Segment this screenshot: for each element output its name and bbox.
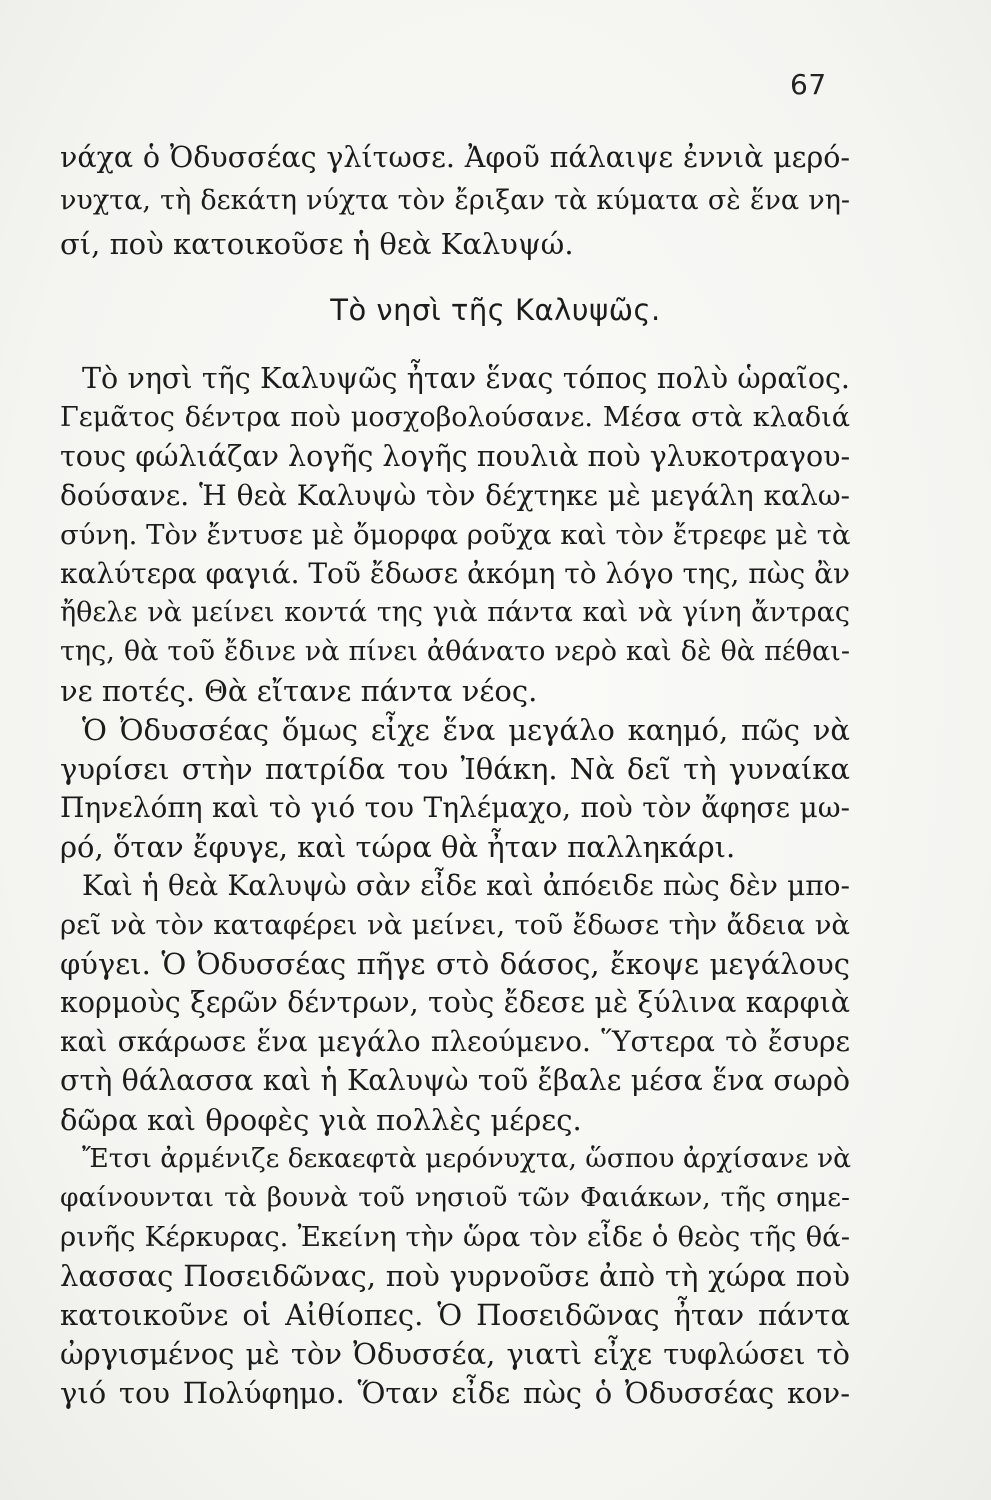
text-line: Ὁ Ὀδυσσέας ὅμως εἶχε ἕνα μεγάλο καημό, πῶς νὰ: [82, 713, 850, 747]
text-line: τους φώλιάζαν λογῆς λογῆς πουλιὰ ποὺ γλυκοτραγου-: [60, 440, 851, 473]
text-line: νυχτα, τὴ δεκάτη νύχτα τὸν ἔριξαν τὰ κύματα σὲ ἕνα νη-: [60, 185, 850, 216]
text-line: γυρίσει στὴν πατρίδα του Ἰθάκη. Νὰ δεῖ τὴ γυναίκα: [60, 752, 850, 786]
text-line: Γεμᾶτος δέντρα ποὺ μοσχοβολούσανε. Μέσα στὰ κλαδιά: [60, 402, 850, 433]
text-line: στὴ θάλασσα καὶ ἡ Καλυψὼ τοῦ ἔβαλε μέσα ἕνα σωρὸ: [60, 1064, 850, 1097]
page-number: 67: [790, 68, 827, 101]
text-line: Ἔτσι ἀρμένιζε δεκαεφτὰ μερόνυχτα, ὥσπου ἀρχίσανε νὰ: [82, 1143, 852, 1174]
text-line: σί, ποὺ κατοικοῦσε ἡ θεὰ Καλυψώ.: [60, 227, 574, 261]
text-line: κατοικοῦνε οἱ Αἰθίοπες. Ὁ Ποσειδῶνας ἦταν πάντα: [60, 1298, 850, 1332]
text-line: νάχα ὁ Ὀδυσσέας γλίτωσε. Ἀφοῦ πάλαιψε ἐννιὰ μερό-: [60, 141, 850, 174]
text-line: φαίνουνται τὰ βουνὰ τοῦ νησιοῦ τῶν Φαιάκων, τῆς σημε-: [60, 1182, 850, 1213]
text-line: ὠργισμένος μὲ τὸν Ὀδυσσέα, γιατὶ εἶχε τυφλώσει τὸ: [60, 1337, 850, 1371]
text-line: κορμοὺς ξερῶν δέντρων, τοὺς ἔδεσε μὲ ξύλινα καρφιὰ: [60, 986, 850, 1019]
text-line: καλύτερα φαγιά. Τοῦ ἔδωσε ἀκόμη τὸ λόγο της, πὼς ἂν: [60, 557, 851, 590]
text-line: ρό, ὅταν ἔφυγε, καὶ τώρα θὰ ἦταν παλληκάρι.: [60, 830, 736, 864]
text-line: σύνη. Τὸν ἔντυσε μὲ ὄμορφα ροῦχα καὶ τὸν ἔτρεφε μὲ τὰ: [60, 519, 851, 551]
text-line: της, θὰ τοῦ ἔδινε νὰ πίνει ἀθάνατο νερὸ καὶ δὲ θὰ πέθαι-: [60, 636, 850, 667]
text-line: γιό του Πολύφημο. Ὅταν εἶδε πὼς ὁ Ὀδυσσέας κον-: [60, 1376, 850, 1410]
text-line: ρινῆς Κέρκυρας. Ἐκείνη τὴν ὥρα τὸν εἶδε ὁ θεὸς τῆς θά-: [60, 1221, 850, 1253]
text-line: Πηνελόπη καὶ τὸ γιό του Τηλέμαχο, ποὺ τὸν ἄφησε μω-: [60, 791, 850, 824]
text-line: ἤθελε νὰ μείνει κοντά της γιὰ πάντα καὶ νὰ γίνη ἄντρας: [60, 597, 850, 628]
text-line: Τὸ νησὶ τῆς Καλυψῶς ἦταν ἕνας τόπος πολὺ ὡραῖος.: [82, 362, 850, 395]
text-line: δούσανε. Ἡ θεὰ Καλυψὼ τὸν δέχτηκε μὲ μεγάλη καλω-: [60, 479, 850, 512]
text-line: λασσας Ποσειδῶνας, ποὺ γυρνοῦσε ἀπὸ τὴ χώρα ποὺ: [60, 1259, 850, 1293]
text-line: νε ποτές. Θὰ εἴτανε πάντα νέος.: [60, 674, 538, 708]
text-line: καὶ σκάρωσε ἕνα μεγάλο πλεούμενο. Ὕστερα τὸ ἔσυρε: [60, 1025, 850, 1058]
text-line: Καὶ ἡ θεὰ Καλυψὼ σὰν εἶδε καὶ ἀπόειδε πὼς δὲν μπο-: [82, 869, 850, 902]
section-title: Τὸ νησὶ τῆς Καλυψῶς.: [330, 293, 661, 327]
text-line: ρεῖ νὰ τὸν καταφέρει νὰ μείνει, τοῦ ἔδωσε τὴν ἄδεια νὰ: [60, 909, 850, 941]
text-line: φύγει. Ὁ Ὀδυσσέας πῆγε στὸ δάσος, ἔκοψε μεγάλους: [60, 947, 850, 981]
text-line: δῶρα καὶ θροφὲς γιὰ πολλὲς μέρες.: [60, 1103, 582, 1137]
